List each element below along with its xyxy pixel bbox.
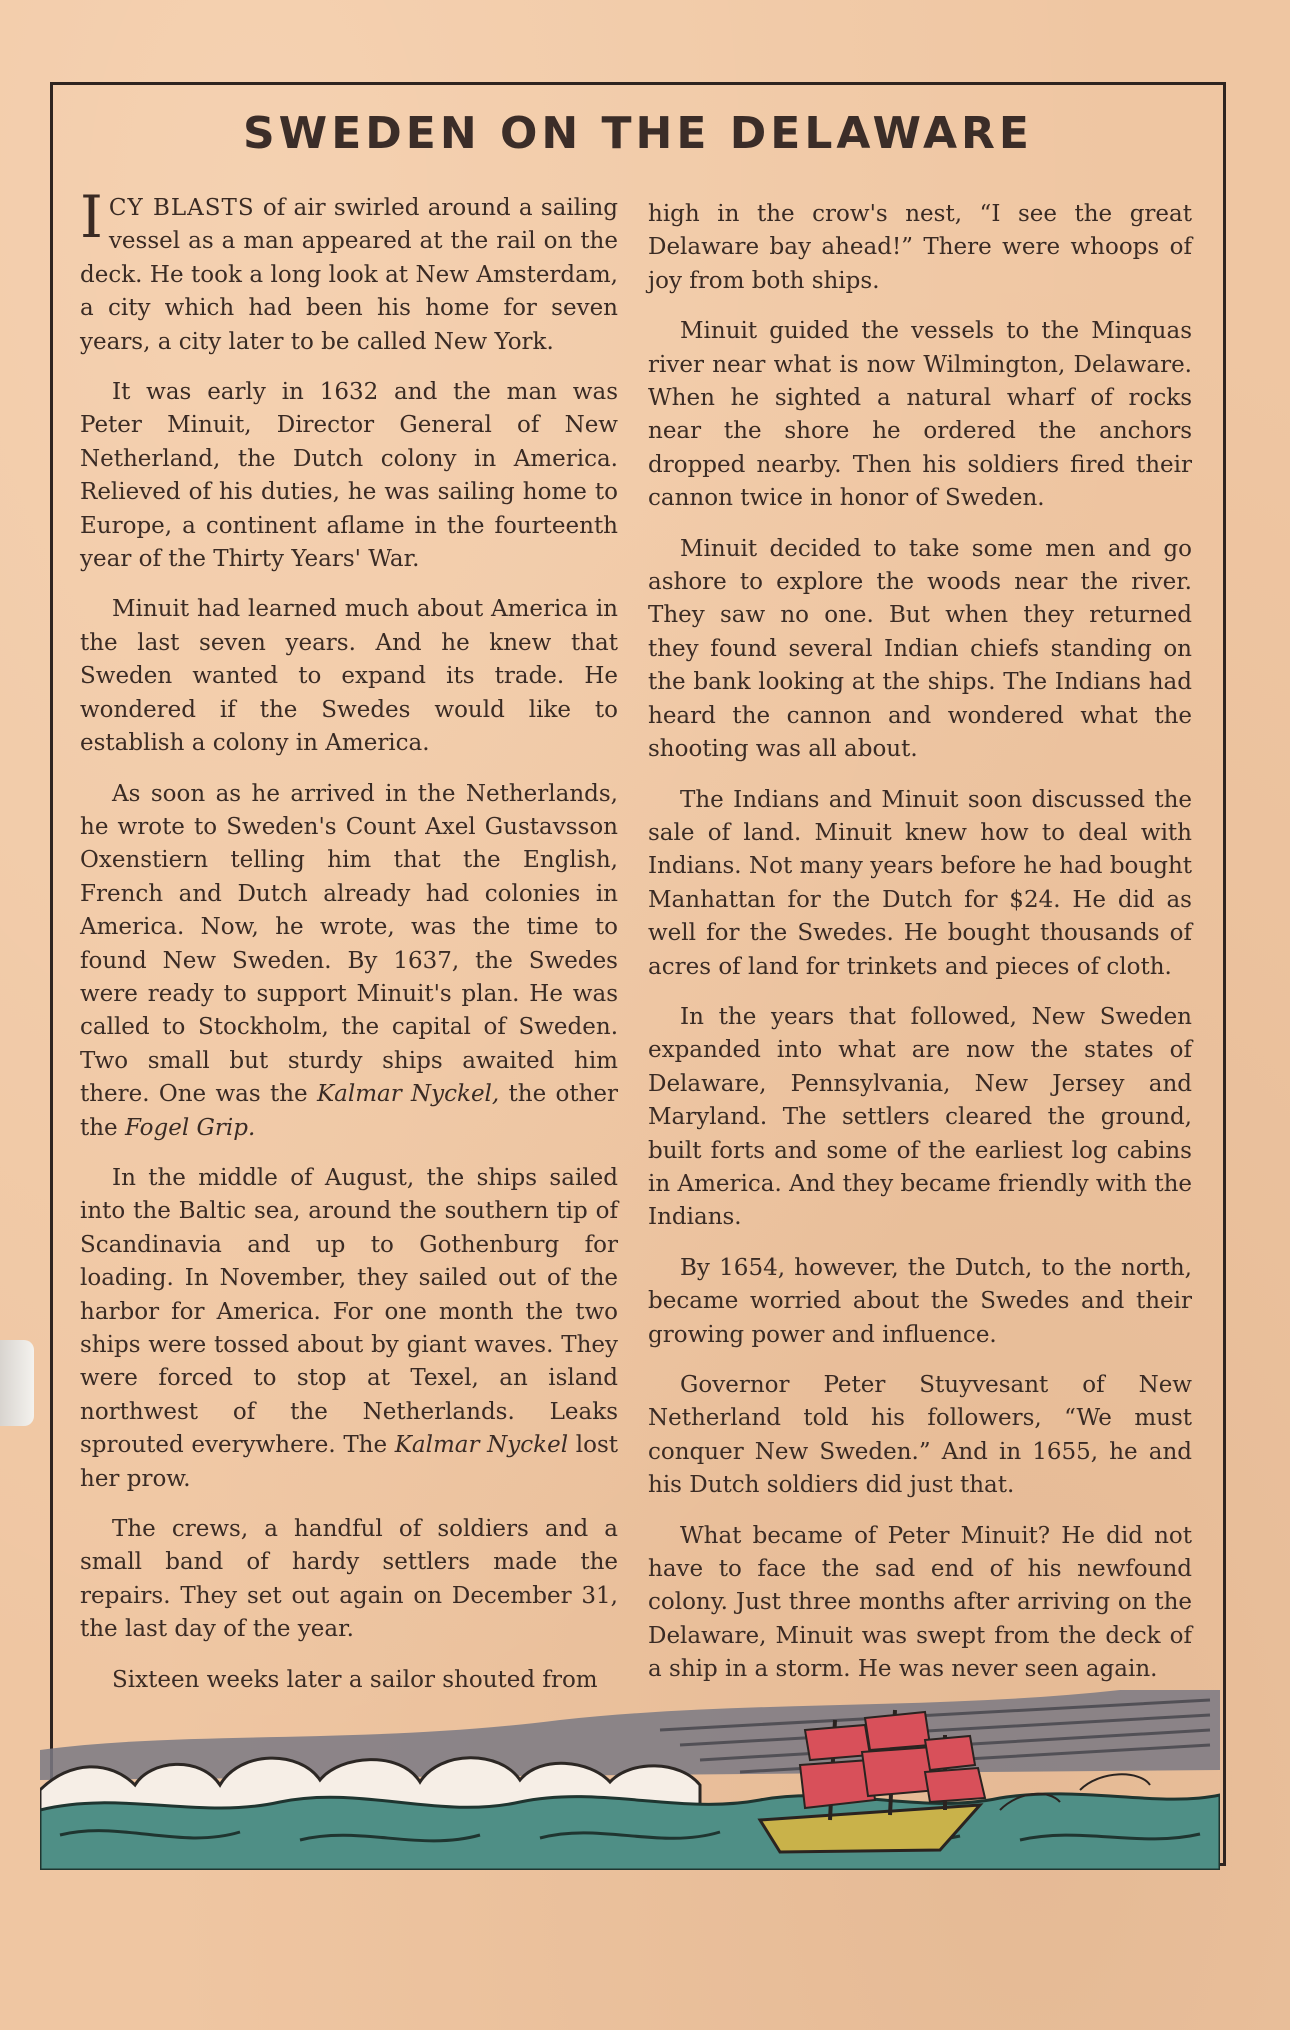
- paragraph: It was early in 1632 and the man was Peter Minuit, Director General of New Netherland, the Dutch colony in America. Relieved of his duties, he was sailing home to Europe, a continent aflame in the fourteenth year of the Thirty Years' War.: [80, 379, 618, 573]
- sea-illustration: [40, 1690, 1220, 1870]
- paragraph-text: lost her prow.: [80, 1432, 619, 1492]
- paragraph: Minuit decided to take some men and go ashore to explore the woods near the river. They saw no one. But when they returned they found several Indian chiefs standing on the bank looking at the ships. The Indians had heard the cannon and wondered what the shooting was all about.: [648, 535, 1192, 763]
- paragraph: Minuit guided the vessels to the Minquas river near what is now Wilmington, Delaware. When he sighted a natural wharf of rocks near the shore he ordered the anchors dropped nearby. Then his soldiers fired their cannon twice in honor of Sweden.: [648, 318, 1192, 512]
- storm-sky: [40, 1690, 1220, 1780]
- paragraph: The crews, a handful of soldiers and a small band of hardy settlers made the repairs. They set out again on December 31, the last day of the year.: [80, 1516, 618, 1643]
- paragraph: [80, 1162, 618, 1496]
- paragraph: [80, 183, 618, 359]
- paragraph: In the years that followed, New Sweden expanded into what are now the states of Delaware, Pennsylvania, New Jersey and Maryland. The settlers cleared the ground, built forts and some of the earliest log cabins in America. And they became friendly with the Indians.: [648, 1003, 1192, 1231]
- page-title: SWEDEN ON THE DELAWARE: [242, 108, 1033, 159]
- ship-name: Fogel Grip.: [124, 1114, 256, 1141]
- page-crease: [0, 1340, 34, 1426]
- paragraph: high in the crow's nest, “I see the great Delaware bay ahead!” There were whoops of joy from both ships.: [648, 201, 1192, 294]
- paragraph: The Indians and Minuit soon discussed the sale of land. Minuit knew how to deal with Indians. Not many years before he had bought Manhattan for the Dutch for $24. He did as well for the Swedes. He bought thousands of acres of land for trinkets and pieces of cloth.: [648, 786, 1192, 980]
- paragraph-text: As soon as he arrived in the Netherlands, he wrote to Sweden's Count Axel Gustavsson Oxenstiern telling him that the English, French and Dutch already had colonies in America. Now, he wrote, was the time to found New Sweden. By 1637, the Swedes were ready to support Minuit's plan. He was called to Stockholm, the capital of Sweden. Two small but sturdy ships awaited him there. One was the: [80, 780, 618, 1108]
- paragraph-text: of air swirled around a sailing vessel as a man appeared at the rail on the deck. He took a long look at New Amsterdam, a city which had been his home for seven years, a city later to be called New York.: [80, 195, 618, 355]
- paragraph: What became of Peter Minuit? He did not have to face the sad end of his newfound colony. Just three months after arriving on the Delaware, Minuit was swept from the deck of a ship in a storm. He was never seen again.: [648, 1522, 1192, 1683]
- paragraph-text: the other the: [80, 1081, 618, 1141]
- paragraph: Governor Peter Stuyvesant of New Netherland told his followers, “We must conquer New Sweden.” And in 1655, he and his Dutch soldiers did just that.: [648, 1372, 1192, 1499]
- ship-name: Kalmar Nyckel,: [316, 1081, 500, 1108]
- lead-in: CY BLASTS: [108, 195, 255, 221]
- paragraph: Sixteen weeks later a sailor shouted from: [112, 1666, 598, 1693]
- paragraph: Minuit had learned much about America in the last seven years. And he knew that Sweden wanted to expand its trade. He wondered if the Swedes would like to establish a colony in America.: [80, 596, 618, 757]
- paragraph-text: In the middle of August, the ships sailed into the Baltic sea, around the southern tip of Scandinavia and up to Gothenburg for loading. In November, they sailed out of the harbor for America. For one month the two ships were tossed about by giant waves. They were forced to stop at Texel, an island northwest of the Netherlands. Leaks sprouted everywhere. The: [80, 1164, 618, 1459]
- ship-name: Kalmar Nyckel: [394, 1432, 569, 1459]
- left-column: [80, 183, 619, 1714]
- right-column: [648, 198, 1192, 1704]
- drop-cap: I: [80, 183, 103, 251]
- paragraph: By 1654, however, the Dutch, to the north, became worried about the Swedes and their growing power and influence.: [648, 1254, 1192, 1348]
- paragraph: [80, 778, 618, 1145]
